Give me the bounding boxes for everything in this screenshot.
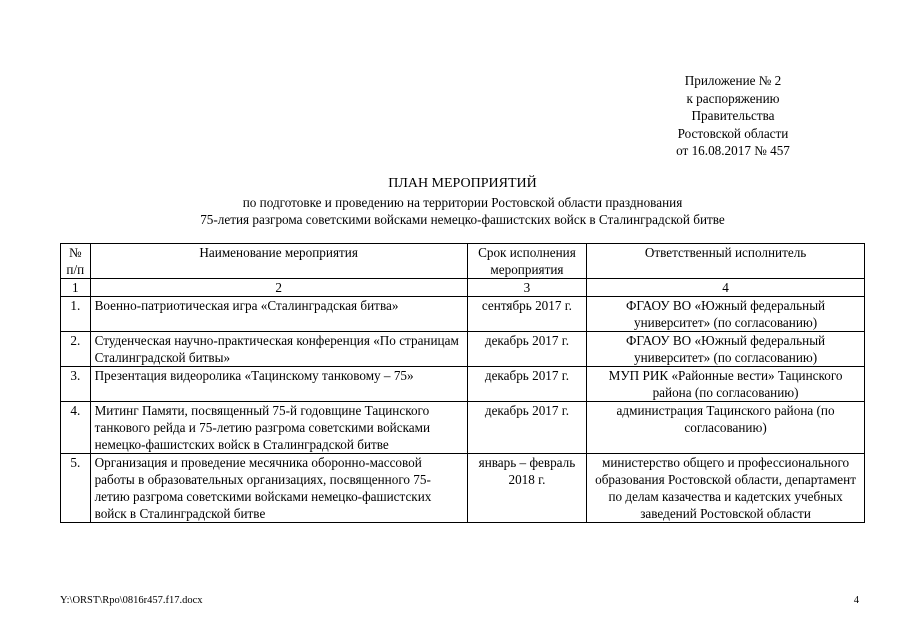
row-num: 2. bbox=[61, 332, 91, 367]
row-name: Презентация видеоролика «Тацинскому танковому – 75» bbox=[90, 367, 467, 402]
index-cell: 3 bbox=[467, 279, 586, 297]
row-num: 1. bbox=[61, 297, 91, 332]
row-num: 5. bbox=[61, 454, 91, 523]
appendix-line: Приложение № 2 bbox=[684, 73, 782, 88]
appendix-line: Правительства bbox=[691, 108, 775, 124]
row-exec: МУП РИК «Районные вести» Тацинского района (по согласованию) bbox=[587, 367, 865, 402]
index-cell: 4 bbox=[587, 279, 865, 297]
file-path-footer: Y:\ORST\Rpo\0816r457.f17.docx bbox=[60, 595, 203, 606]
document-title: ПЛАН МЕРОПРИЯТИЙ bbox=[388, 176, 537, 191]
row-term: январь – февраль 2018 г. bbox=[467, 454, 586, 523]
index-cell: 2 bbox=[90, 279, 467, 297]
row-name: Организация и проведение месячника оборонно-массовой работы в образовательных организациях, посвященного 75-летию разгрома советскими войсками немецко-фашистских войск в Сталинградской битве bbox=[90, 454, 467, 523]
document-subtitle: по подготовке и проведению на территории Ростовской области празднования bbox=[242, 195, 683, 210]
document-title-block bbox=[60, 175, 865, 228]
header-exec: Ответственный исполнитель bbox=[587, 244, 865, 279]
appendix-line: от 16.08.2017 № 457 bbox=[676, 143, 790, 159]
appendix-line: Ростовской области bbox=[677, 125, 789, 141]
row-term: декабрь 2017 г. bbox=[467, 332, 586, 367]
table-row bbox=[61, 297, 865, 332]
page-number: 4 bbox=[853, 595, 859, 606]
table-row bbox=[61, 332, 865, 367]
row-name: Митинг Памяти, посвященный 75-й годовщине Тацинского танкового рейда и 75-летию разгрома советскими войсками немецко-фашистских войск в Сталинградской битве bbox=[90, 402, 467, 454]
table-header-row bbox=[61, 244, 865, 279]
document-subtitle: 75-летия разгрома советскими войсками немецко-фашистских войск в Сталинградской битве bbox=[200, 212, 725, 227]
row-exec: ФГАОУ ВО «Южный федеральный университет» (по согласованию) bbox=[587, 332, 865, 367]
row-exec: ФГАОУ ВО «Южный федеральный университет» (по согласованию) bbox=[587, 297, 865, 332]
row-num: 4. bbox=[61, 402, 91, 454]
row-name: Студенческая научно-практическая конференция «По страницам Сталинградской битвы» bbox=[90, 332, 467, 367]
row-name: Военно-патриотическая игра «Сталинградская битва» bbox=[90, 297, 467, 332]
column-index-row bbox=[61, 279, 865, 297]
row-term: декабрь 2017 г. bbox=[467, 402, 586, 454]
row-num: 3. bbox=[61, 367, 91, 402]
table-row bbox=[61, 454, 865, 523]
appendix-line: к распоряжению bbox=[686, 90, 780, 106]
table-row bbox=[61, 402, 865, 454]
table-row bbox=[61, 367, 865, 402]
header-num: № п/п bbox=[61, 244, 91, 279]
header-term: Срок исполнения мероприятия bbox=[467, 244, 586, 279]
appendix-block bbox=[653, 72, 813, 160]
row-term: декабрь 2017 г. bbox=[467, 367, 586, 402]
row-exec: министерство общего и профессионального образования Ростовской области, департамент по делам казачества и кадетских учебных заведений Ростовской области bbox=[587, 454, 865, 523]
row-exec: администрация Тацинского района (по согласованию) bbox=[587, 402, 865, 454]
row-term: сентябрь 2017 г. bbox=[467, 297, 586, 332]
plan-table bbox=[60, 243, 865, 523]
header-name: Наименование мероприятия bbox=[90, 244, 467, 279]
index-cell: 1 bbox=[61, 279, 91, 297]
